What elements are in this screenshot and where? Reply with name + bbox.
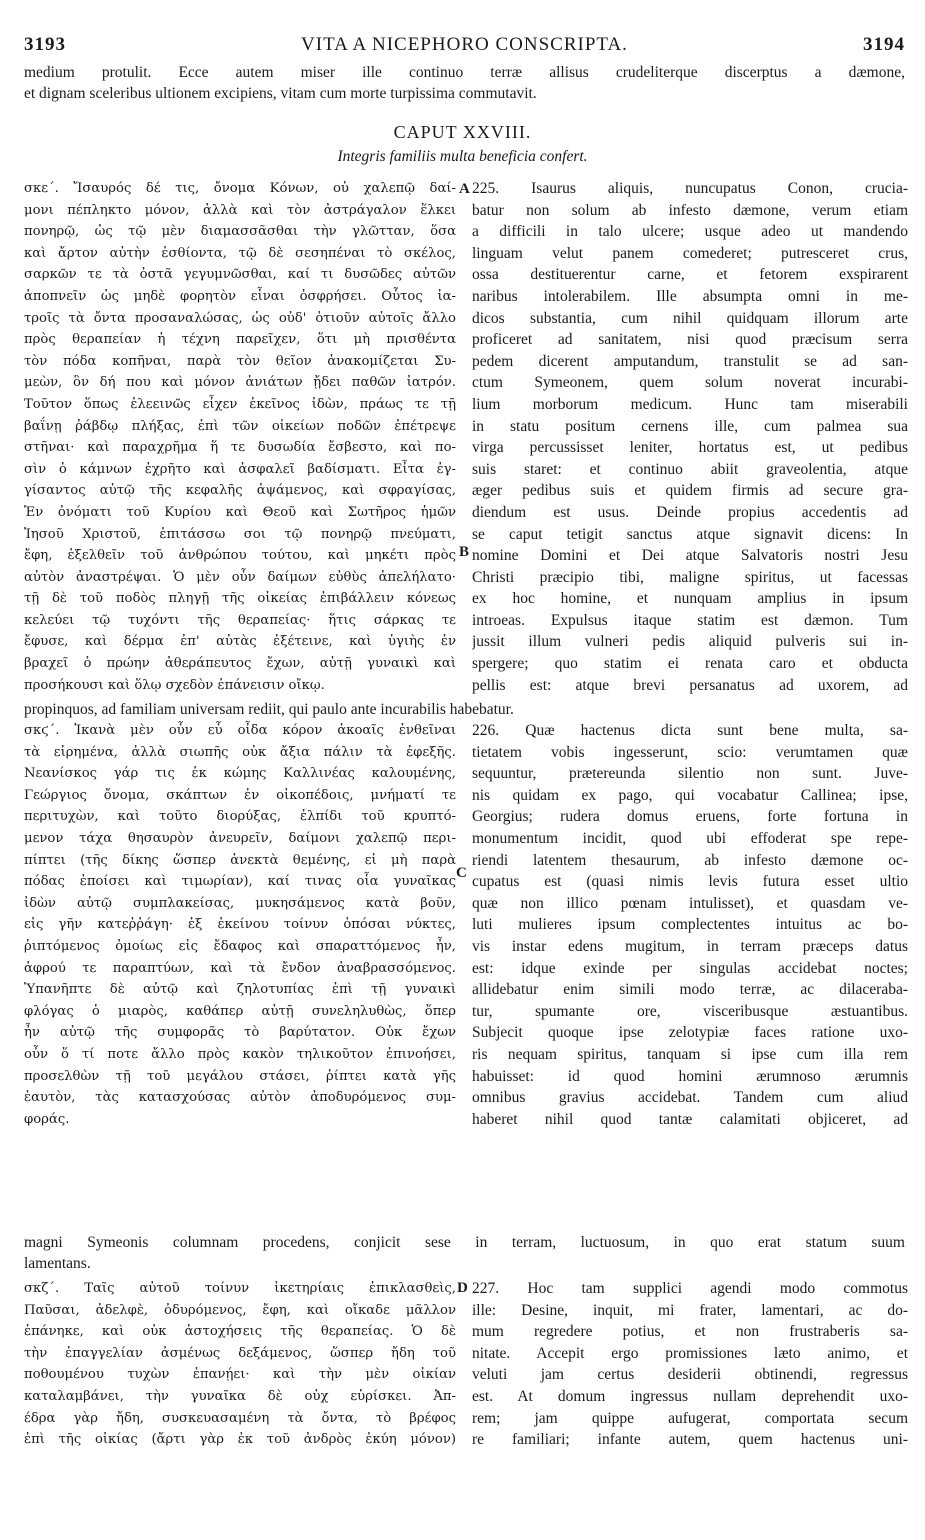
text-line: μεὼν, ὃν δή που καὶ μόνον ἀνιάτων ᾔδει παθῶν ἰατρόν. <box>24 375 456 391</box>
text-line: mum regredere potius, et non frustraberis sa- <box>472 1323 908 1341</box>
text-line: luti mulieres ipsum complectentes intuitus ac bo- <box>472 916 908 934</box>
text-line: ἔφυσε, καὶ δέρμα ἐπ' αὐτὰς ἐξέτεινε, καὶ ὑγιὴς ἐν <box>24 634 456 650</box>
margin-marker-b: B <box>459 544 470 560</box>
text-line: γίσαντος αὐτῷ τῆς κεφαλῆς ἀψάμενος, καὶ σφραγίσας, <box>24 483 456 499</box>
text-line: virga percussisset leniter, hortatus est, ut pedibus <box>472 439 908 457</box>
text-line: medium protulit. Ecce autem miser ille continuo terræ allisus crudeliterque discerptus a dæmone, <box>24 64 905 81</box>
text-line: περιτυχὼν, καὶ τοῦτο διορύξας, ἐλπίδι τοῦ κρυπτό- <box>24 809 456 825</box>
text-line: re familiari; infante autem, quem hactenus uni- <box>472 1431 908 1449</box>
text-line: tur, spumante ore, visceribusque æstuantibus. <box>472 1002 908 1020</box>
text-line: εἰς γῆν κατεῤῥάγη· ἐξ ἐκείνου τοίνυν ὁπόσαι νύκτες, <box>24 917 456 933</box>
chapter-subtitle: Integris familiis multa beneficia confert. <box>337 148 588 165</box>
text-line: Ἐν ὀνόματι τοῦ Κυρίου καὶ Θεοῦ καὶ Σωτῆρος ἡμῶν <box>24 504 456 520</box>
text-line: κελεύει τῷ τυχόντι τῆς θεραπείας· ἥτις σάρκας τε <box>24 612 456 628</box>
text-line: καὶ ἄρτον αὐτὴν ἐσθίοντα, τῷ δὲ σεσηπέναι τὸ σκέλος, <box>24 245 456 261</box>
text-line: veluti jam certus desiderii obtinendi, regressus <box>472 1366 908 1384</box>
text-line: 225. Isaurus aliquis, nuncupatus Conon, crucia- <box>472 180 908 197</box>
text-line: allidebatur enim simili modo terræ, ac dilaceraba- <box>472 981 908 999</box>
text-line: est. At domum ingressus nullam deprehendit uxo- <box>472 1387 908 1405</box>
margin-marker-d: D <box>457 1280 468 1296</box>
text-line: φοράς. <box>24 1111 70 1127</box>
margin-marker-c: C <box>456 865 467 881</box>
text-line: nitate. Accepit ergo promissiones læto animo, et <box>472 1344 908 1362</box>
text-line: ποθουμένου τυχὼν ἐπανῄει· καὶ τὴν μὲν οἰκίαν <box>24 1367 456 1383</box>
column-number-right: 3194 <box>863 34 905 55</box>
text-line: Τοῦτον ὅπως ἐλεεινῶς εἶχεν ἐκεῖνος ἰδὼν, πράως τε τῇ <box>24 396 456 412</box>
text-line: est: idque exinde per singulas accidebat noctes; <box>472 959 908 977</box>
margin-marker-a: A <box>459 181 470 197</box>
text-line: στῆναι· καὶ παραχρῆμα ἥ τε δυσωδία ἔσβεστο, καὶ πο- <box>24 440 456 456</box>
text-line: monumentum incidit, quod ubi effoderat spe repe- <box>472 829 908 847</box>
text-line: ris nequam spiritus, tanquam si ipse cum illa rem <box>472 1045 908 1063</box>
text-line: Ἰησοῦ Χριστοῦ, ἐπιτάσσω σοι τῷ πονηρῷ πνεύματι, <box>24 526 456 542</box>
text-line: nomine Domini et Dei atque Salvatoris nostri Jesu <box>472 547 908 565</box>
text-line: nis quidam ex pago, qui vocabatur Callinea; ipse, <box>472 786 908 804</box>
text-line: Ὑπανῆπτε δὲ αὐτῷ καὶ ζηλοτυπίας ἐπὶ τῇ γυναικὶ <box>24 982 456 998</box>
text-line: introeas. Expulsus itaque statim est dæmon. Tum <box>472 611 908 629</box>
page-header <box>24 34 905 60</box>
text-line: omnibus gravius accidebat. Tandem cum aliud <box>472 1089 908 1107</box>
text-line: ἐπάνηκε, καὶ οὐκ ἀστοχήσεις τῆς θεραπείας. Ὁ δὲ <box>24 1324 456 1340</box>
text-line: ctum Symeonem, quem solum noverat incurabi- <box>472 374 908 392</box>
text-line: a difficili in talo ulcere; usque adeo ut mandendo <box>472 223 908 241</box>
text-line: τὰ εἰρημένα, ἀλλὰ σιωπῆς οὐκ ἄξια πάλιν τὰ ἐφεξῆς. <box>24 744 456 760</box>
text-line: ἰδὼν αὐτῷ συμπλακείσας, μυκησάμενος κατὰ βοῦν, <box>24 895 456 911</box>
greek-column-block-3 <box>24 1278 456 1451</box>
text-line: tietatem vobis ingesserunt, scio: verumtamen quæ <box>472 743 908 761</box>
text-line: ἐπὶ τῆς οἰκίας (ἄρτι γὰρ ἐκ τοῦ ἀνδρὸς ἐκύη μόνον) <box>24 1432 456 1448</box>
text-line: σκε΄. Ἴσαυρός δέ τις, ὄνομα Κόνων, οὐ χαλεπῷ δαί- <box>24 181 456 196</box>
text-line: diendum est usus. Deinde propius accedentis ad <box>472 503 908 521</box>
text-line: Subjecit quoque ipse zelotypiæ faces ratione uxo- <box>472 1024 908 1042</box>
text-line: dicos substantia, cum nihil quidquam illorum arte <box>472 309 908 327</box>
text-line: pellis est: atque brevi persanatus ad uxorem, ad <box>472 676 908 694</box>
text-line: πονηρῷ, ὡς τῷ μὲν διαμασσᾶσθαι τὴν γλῶτταν, ὅσα <box>24 224 456 240</box>
bridge-line-1 <box>24 699 905 720</box>
text-line: linguam velut panem comederet; putresceret crus, <box>472 244 908 262</box>
text-line: riendi latentem thesaurum, ab infesto dæmone oc- <box>472 851 908 869</box>
text-line: πίπτει (τῆς δίκης ὥσπερ ἀνεκτὰ θεμένης, εἰ μὴ παρὰ <box>24 852 456 868</box>
text-line: jussit illum vulneri pedis aliquid pulveris sui in- <box>472 633 908 651</box>
text-line: Christi præcipio tibi, maligne spiritus, ut facessas <box>472 568 908 586</box>
text-line: ille: Desine, inquit, mi frater, lamentari, ac do- <box>472 1301 908 1319</box>
text-line: πόδας ἐποίσει καὶ τιμωρίαν), καί τινας οἷα γυναῖκας <box>24 874 456 890</box>
text-line: Γεώργιος ὄνομα, σκάπτων ἐν οἰκοπέδοις, μνήματί τε <box>24 787 456 803</box>
text-line: σὶν ὁ κάμνων ἐχρῆτο καὶ ἀσφαλεῖ βαδίσματι. Εἶτα ἐγ- <box>24 461 456 477</box>
text-line: προσήκουσι καὶ ὅλῳ σχεδὸν ἐπάνεισιν οἴκῳ. <box>24 677 325 693</box>
latin-column-block-1 <box>472 178 908 696</box>
text-line: 226. Quæ hactenus dicta sunt bene multa, sa- <box>472 722 908 739</box>
text-line: σκζ΄. Ταῖς αὐτοῦ τοίνυν ἱκετηρίαις ἐπικλασθεὶς, <box>24 1281 456 1296</box>
text-line: μονι πέπληκτο μόνον, ἀλλὰ καὶ τὸν ἀστράγαλον ἕλκει <box>24 202 456 218</box>
text-line: φλόγας ὁ μιαρὸς, καθάπερ αὐτῇ συνεληλυθὼς, ὅπερ <box>24 1003 456 1019</box>
column-number-left: 3193 <box>24 34 66 55</box>
text-line: magni Symeonis columnam procedens, conjicit sese in terram, luctuosum, in quo erat statum suum <box>24 1234 905 1251</box>
text-line: ἑαυτὸν, τὰς κατασχούσας αὐτὸν ἀποδυρόμενος συμ- <box>24 1090 456 1106</box>
text-line: propinquos, ad familiam universam rediit, qui paulo ante incurabilis habebatur. <box>24 701 514 718</box>
greek-column-block-1 <box>24 178 456 696</box>
text-line: έδρα γὰρ ἤδη, συσκευασαμένη τὰ ὄντα, τὸ βρέφος <box>24 1410 456 1426</box>
text-line: ῥιπτόμενος ὁμοίως εἰς ἔδαφος καὶ σπαραττόμενος ἦν, <box>24 938 456 954</box>
text-line: naribus intolerabilem. Ille absumpta omni in me- <box>472 287 908 305</box>
bridge-line-2 <box>24 1232 905 1274</box>
text-line: οὖν ὅ τί ποτε ἄλλο πρὸς κακὸν τηλικοῦτον ἐπινοήσει, <box>24 1046 456 1062</box>
text-line: Νεανίσκος γάρ τις ἐκ κώμης Καλλινέας καλουμένης, <box>24 766 456 782</box>
text-line: τὴν ἐπαγγελίαν ἀσμένως δεξάμενος, ὥσπερ ἤδη τοῦ <box>24 1345 456 1361</box>
text-line: Παῦσαι, ἀδελφὲ, ὀδυρόμενος, ἔφη, καὶ οἴκαδε μᾶλλον <box>24 1302 456 1318</box>
text-line: σαρκῶν τε τὰ ὀστᾶ γεγυμνῶσθαι, καί τι δυσῶδες αὐτῶν <box>24 267 456 283</box>
text-line: βαΐνῃ ῥάβδῳ πλήξας, ἐπὶ τῶν οἰκείων ποδῶν ἐπέτρεψε <box>24 418 456 434</box>
text-line: τροῖς τὰ ὄντα προσαναλώσας, ὡς οὐδ' ὁτιοῦν αὐτοῖς ἄλλο <box>24 310 456 326</box>
text-line: 227. Hoc tam supplici agendi modo commotus <box>472 1280 908 1297</box>
text-line: μενον τάχα θησαυρὸν ἀνευρεῖν, δαίμονι χαλεπῷ περι- <box>24 830 456 846</box>
text-line: καταλαμβάνει, τὴν γυναῖκα δὲ οὐχ εὑρίσκει. Ἀπ- <box>24 1388 456 1404</box>
text-line: προσελθὼν τῇ τοῦ μεγάλου στάσει, ῥίπτει κατὰ γῆς <box>24 1068 456 1084</box>
text-line: ἔφη, ἐξελθεῖν τοῦ ἀνθρώπου τούτου, καὶ μηκέτι πρὸς <box>24 548 456 564</box>
text-line: ἀποπνεῖν ὡς μηδὲ φορητὸν εἶναι ὀσφρήσει. Οὗτος ἰα- <box>24 288 456 304</box>
greek-column-block-2 <box>24 720 456 1130</box>
text-line: batur non solum ab infesto dæmone, verum etiam <box>472 201 908 219</box>
text-line: lium morborum medicum. Hunc tam miserabili <box>472 395 908 413</box>
running-title: VITA A NICEPHORO CONSCRIPTA. <box>301 34 628 55</box>
text-line: in statu positum cernens ille, cum palmea sua <box>472 417 908 435</box>
text-line: habuisset: id quod homini ærumnoso ærumnis <box>472 1067 908 1085</box>
intro-paragraph <box>24 62 905 104</box>
text-line: quæ non illico pœnam intulisset), et quasdam ve- <box>472 894 908 912</box>
text-line: πρὸς θεραπείαν ἡ τέχνη παρεῖχεν, ὅτι μὴ πρισθέντα <box>24 332 456 348</box>
text-line: ἀφρού τε παραπτύων, καὶ τὰ ἔνδον ἀναβρασσόμενος. <box>24 960 456 976</box>
text-line: ossa destituerentur carne, et fetorem exspirarent <box>472 266 908 284</box>
latin-column-block-2 <box>472 720 908 1130</box>
text-line: τὸν πόδα κοπῆναι, παρὰ τὸν θεῖον ἀνακομίζεται Συ- <box>24 353 456 369</box>
text-line: se caput tetigit sanctus atque signavit dicens: In <box>472 525 908 543</box>
text-line: spergere; quo statim ei renata caro et obducta <box>472 655 908 673</box>
text-line: Georgius; rudera domus eruens, forte fortuna in <box>472 808 908 826</box>
chapter-heading: CAPUT XXVIII. <box>393 122 532 142</box>
text-line: σκϛ΄. Ἱκανὰ μὲν οὖν εὖ οἶδα κόρον ἀκοαῖς ἐνθεῖναι <box>24 723 456 738</box>
text-line: et dignam sceleribus ultionem excipiens, vitam cum morte turpissima commutavit. <box>24 85 537 102</box>
text-line: αὐτὸν ἀναστρέψαι. Ὁ μὲν οὖν δαίμων εὐθὺς ἀπελήλατο· <box>24 569 456 585</box>
text-line: vis instar edens mugitum, in terram præceps datus <box>472 937 908 955</box>
text-line: cupatus est (quasi nimis levis futura esset ultio <box>472 873 908 891</box>
text-line: rem; jam quippe aufugerat, comportata secum <box>472 1409 908 1427</box>
latin-column-block-3 <box>472 1278 908 1451</box>
text-line: βραχεῖ ὁ πρώην ἀθεράπευτος ἔχων, αὐτῇ γυναικὶ καὶ <box>24 656 456 672</box>
text-line: ex hoc homine, et nunquam amplius in ipsum <box>472 590 908 608</box>
text-line: sequuntur, prætereunda silentio non sunt. Juve- <box>472 765 908 783</box>
text-line: τῇ δὲ τοῦ ποδὸς πληγῇ τῆς οἰκείας ἐπιβάλλειν κόνεως <box>24 591 456 607</box>
text-line: æger pedibus suis et quidem firmis ad secure gra- <box>472 482 908 500</box>
text-line: ἦν αὐτῷ τῆς συμφορᾶς τὸ βαρύτατον. Οὐκ ἔχων <box>24 1025 456 1041</box>
text-line: proficeret ad sanitatem, nisi quod præcisum serra <box>472 331 908 349</box>
text-line: pedem dicerent amputandum, transtulit se ad san- <box>472 352 908 370</box>
text-line: suis staret: et continuo abiit graveolentia, atque <box>472 460 908 478</box>
text-line: haberet nihil quod tantæ calamitati objiceret, ad <box>472 1110 908 1128</box>
text-line: lamentans. <box>24 1255 91 1272</box>
